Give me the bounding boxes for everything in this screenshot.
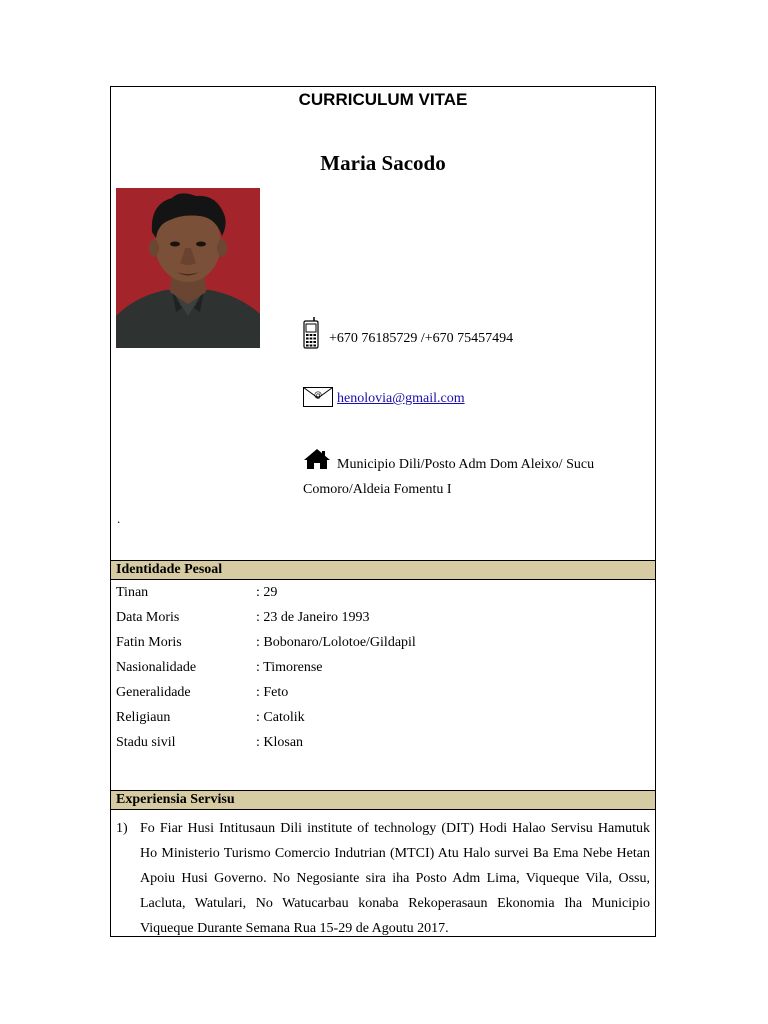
identity-label: Generalidade [116,685,191,700]
identity-value: : Catolik [256,710,305,725]
identity-row [116,685,416,710]
identity-label: Stadu sivil [116,735,176,750]
identity-value: : Klosan [256,735,304,750]
experience-item [116,816,650,941]
identity-label: Fatin Moris [116,635,182,650]
document-title: CURRICULUM VITAE [298,90,468,109]
identity-row [116,710,416,735]
identity-row [116,635,416,660]
identity-value: : Bobonaro/Lolotoe/Gildapil [256,635,416,650]
experience-number: 1) [116,821,128,836]
identity-label: Data Moris [116,610,180,625]
svg-text:@: @ [314,390,322,399]
phone-numbers: +670 76185729 /+670 75457494 [329,331,514,346]
identity-label: Religiaun [116,710,171,725]
identity-value: : Timorense [256,660,323,675]
identity-value: : Feto [256,685,289,700]
email-line [303,387,465,407]
identity-row [116,660,416,685]
experience-text: Fo Fiar Husi Intitusaun Dili institute of technology (DIT) Hodi Halao Servisu Hamutuk Ho Ministerio Turismo Comercio Indutrian (MTCI) Atu Halo survei Ba Ema Nebe Hetan Apoiu Husi Governo. No Negosiante sira iha Posto Adm Lima, Viqueque Vila, Ossu, Lacluta, Watulari, No Watucarbau konaba Rekoperasaun Ekonomia Iha Municipio Viqueque Durante Semana Rua 15-29 de Agoutu 2017. [140,821,650,936]
identity-section-header: Identidade Pesoal [111,560,655,580]
identity-value: : 29 [256,585,278,600]
identity-label: Tinan [116,585,149,600]
envelope-icon [303,387,333,407]
identity-table [116,585,416,760]
house-icon [303,448,331,470]
stray-mark: . [117,511,121,526]
cv-page [110,86,656,937]
profile-photo [116,188,260,348]
experience-section-header: Experiensia Servisu [111,790,655,810]
address-text: Municipio Dili/Posto Adm Dom Aleixo/ Sucu Comoro/Aldeia Fomentu I [303,457,595,497]
address-line [303,448,643,502]
phone-line [303,317,513,349]
email-link[interactable]: henolovia@gmail.com [337,391,465,406]
experience-list [116,816,650,941]
mobile-phone-icon [303,317,319,349]
identity-row [116,610,416,635]
identity-row [116,735,416,760]
person-name: Maria Sacodo [320,151,446,175]
identity-label: Nasionalidade [116,660,197,675]
identity-row [116,585,416,610]
identity-value: : 23 de Janeiro 1993 [256,610,370,625]
